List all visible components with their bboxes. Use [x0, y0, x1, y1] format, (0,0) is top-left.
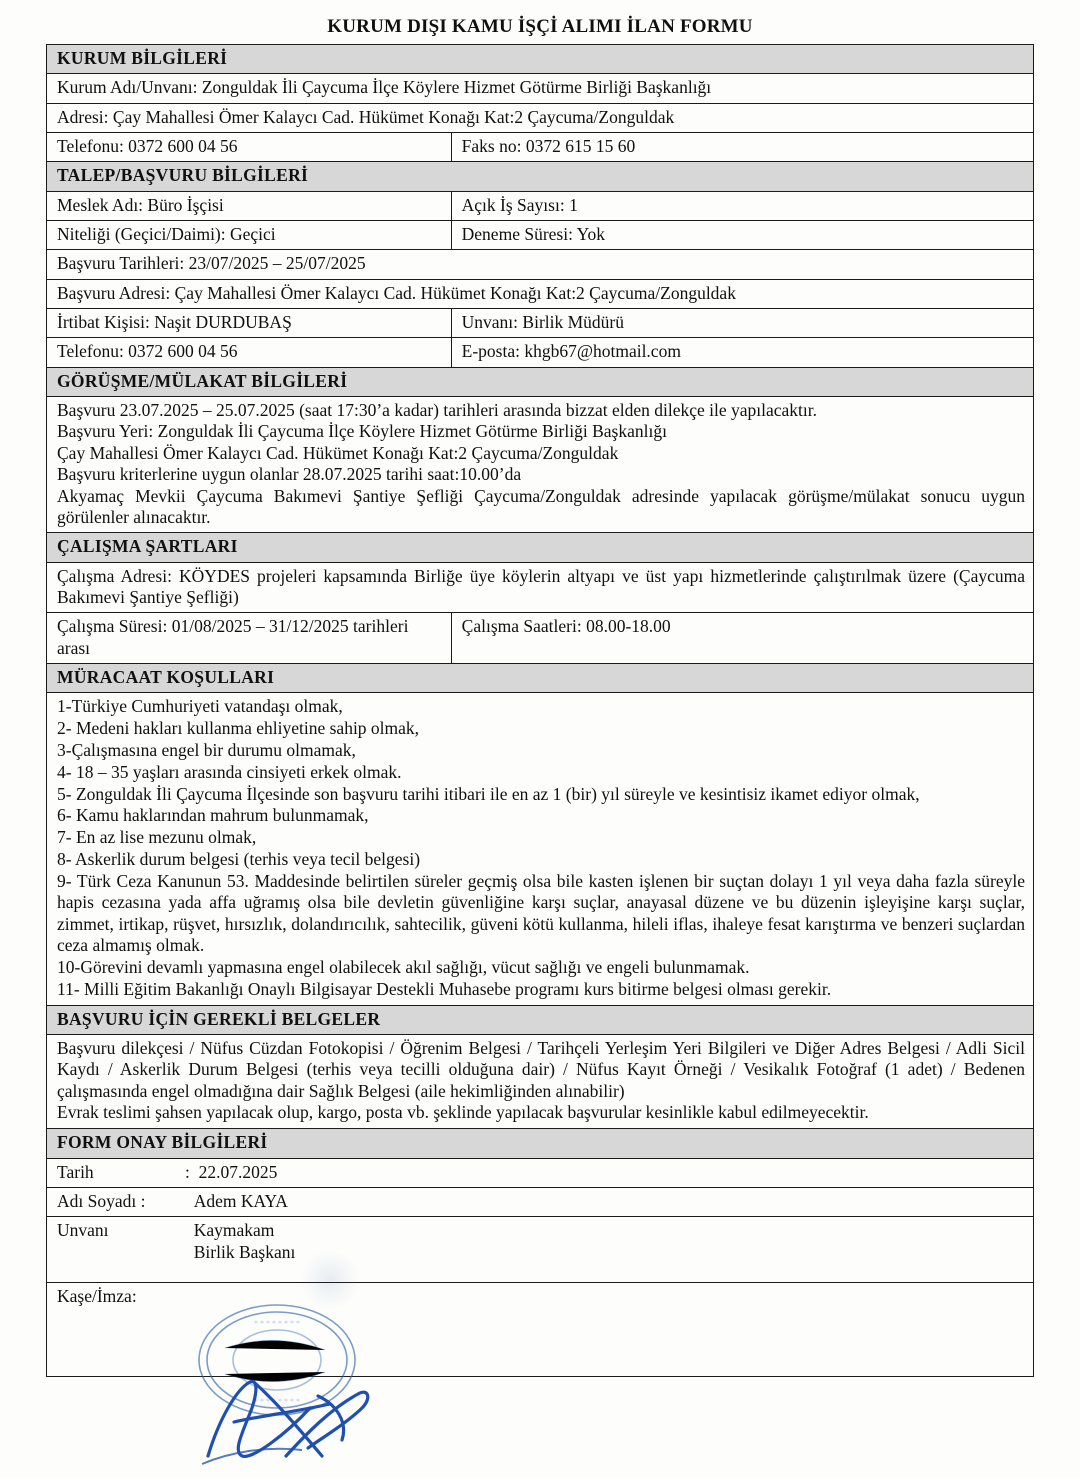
- table-row: [47, 562, 1034, 613]
- section-header-row: [47, 533, 1034, 562]
- field-talep-eposta: E-posta: khgb67@hotmail.com: [451, 338, 1033, 367]
- table-row: [47, 693, 1034, 1005]
- field-deneme-suresi: Deneme Süresi: Yok: [451, 221, 1033, 250]
- list-item: 2- Medeni hakları kullanma ehliyetine sahip olmak,: [57, 718, 420, 739]
- field-meslek-adi: Meslek Adı: Büro İşçisi: [47, 191, 452, 220]
- section-muracaat-kosullari: MÜRACAAT KOŞULLARI: [47, 663, 1034, 692]
- field-irtibat-kisisi: İrtibat Kişisi: Naşit DURDUBAŞ: [47, 309, 452, 338]
- onay-tarih-label: Tarih: [57, 1161, 94, 1182]
- table-row: [47, 1034, 1034, 1128]
- list-item: 5- Zonguldak İli Çaycuma İlçesinde son başvuru tarihi itibari ile en az 1 (bir) yıl süreyle ve kesintisiz ikamet ediyor olmak,: [57, 783, 920, 804]
- muracaat-kosullari-list: [47, 693, 1034, 1005]
- list-item: 6- Kamu haklarından mahrum bulunmamak,: [57, 805, 369, 826]
- table-row: [47, 613, 1034, 664]
- section-header-row: [47, 1129, 1034, 1158]
- table-row: [47, 309, 1034, 338]
- field-calisma-saatleri: Çalışma Saatleri: 08.00-18.00: [451, 613, 1033, 664]
- table-row: [47, 397, 1034, 533]
- onay-unvan-label: Unvanı: [57, 1220, 109, 1241]
- section-header-row: [47, 367, 1034, 396]
- onay-tarih-value: 22.07.2025: [198, 1161, 278, 1182]
- onay-tarih-separator: :: [185, 1161, 190, 1182]
- gerekli-belgeler-content: [47, 1034, 1034, 1128]
- svg-text:* * * * * * * *: * * * * * * * *: [254, 1397, 300, 1406]
- table-row: [47, 133, 1034, 162]
- gorusme-line-2-value: Zonguldak İli Çaycuma İlçe Köylere Hizmet Götürme Birliği Başkanlığı: [153, 421, 667, 442]
- section-header-row: [47, 162, 1034, 191]
- field-kurum-adi: Kurum Adı/Unvanı: Zonguldak İli Çaycuma İlçe Köylere Hizmet Götürme Birliği Başkanlığı: [47, 74, 1034, 103]
- section-header-row: [47, 1005, 1034, 1034]
- table-row: [47, 74, 1034, 103]
- list-item: 11- Milli Eğitim Bakanlığı Onaylı Bilgisayar Destekli Muhasebe programı kurs bitirme belgesi olması gerekir.: [57, 978, 832, 999]
- section-header-row: [47, 663, 1034, 692]
- field-basvuru-adresi: Başvuru Adresi: Çay Mahallesi Ömer Kalaycı Cad. Hükümet Konağı Kat:2 Çaycuma/Zonguldak: [47, 279, 1034, 308]
- table-row: [47, 1158, 1034, 1187]
- table-row: [47, 338, 1034, 367]
- belgeler-liste: Başvuru dilekçesi / Nüfus Cüzdan Fotokopisi / Öğrenim Belgesi / Tarihçeli Yerleşim Yeri Bilgileri ve Diğer Adres Belgesi / Adli Sicil Kaydı / Askerlik Durum Belgesi (terhis veya tecilli olduğuna dair) / Nüfus Kayıt Örneği / Vesikalık Fotoğraf (1 adet) / Bedenen çalışmasında engel olmadığına dair Sağlık Belgesi (aile hekimliğinden alınabilir): [57, 1037, 1025, 1101]
- field-onay-unvan: [47, 1217, 1034, 1283]
- field-kurum-adres: Adresi: Çay Mahallesi Ömer Kalaycı Cad. Hükümet Konağı Kat:2 Çaycuma/Zonguldak: [47, 103, 1034, 132]
- onay-ad-soyad-label: Adı Soyadı :: [57, 1190, 146, 1211]
- table-row: [47, 103, 1034, 132]
- announcement-form-table: [46, 44, 1034, 1377]
- section-talep-basvuru: TALEP/BAŞVURU BİLGİLERİ: [47, 162, 1034, 191]
- field-irtibat-unvani: Unvanı: Birlik Müdürü: [451, 309, 1033, 338]
- gorusme-line-2-label: Başvuru Yeri:: [57, 421, 154, 442]
- table-row: [47, 191, 1034, 220]
- field-kase-imza: Kaşe/İmza:: [47, 1283, 1034, 1377]
- list-item: 3-Çalışmasına engel bir durumu olmamak,: [57, 739, 356, 760]
- field-niteligi: Niteliği (Geçici/Daimi): Geçici: [47, 221, 452, 250]
- gorusme-line-1: Başvuru 23.07.2025 – 25.07.2025 (saat 17:30’a kadar) tarihleri arasında bizzat elden dilekçe ile yapılacaktır.: [57, 400, 818, 421]
- section-calisma-sartlari: ÇALIŞMA ŞARTLARI: [47, 533, 1034, 562]
- field-basvuru-tarihleri: Başvuru Tarihleri: 23/07/2025 – 25/07/2025: [47, 250, 1034, 279]
- field-calisma-suresi: Çalışma Süresi: 01/08/2025 – 31/12/2025 tarihleri arası: [47, 613, 452, 664]
- list-item: 1-Türkiye Cumhuriyeti vatandaşı olmak,: [57, 696, 343, 717]
- table-row: [47, 279, 1034, 308]
- onay-unvan-value-2: Birlik Başkanı: [193, 1241, 296, 1262]
- list-item: 8- Askerlik durum belgesi (terhis veya tecil belgesi): [57, 849, 421, 870]
- gorusme-details: [47, 397, 1034, 533]
- list-item: 7- En az lise mezunu olmak,: [57, 827, 257, 848]
- list-item: 4- 18 – 35 yaşları arasında cinsiyeti erkek olmak.: [57, 761, 402, 782]
- section-gorusme-mulakat: GÖRÜŞME/MÜLAKAT BİLGİLERİ: [47, 367, 1034, 396]
- table-row: [47, 1217, 1034, 1283]
- table-row: [47, 1283, 1034, 1377]
- field-acik-is-sayisi: Açık İş Sayısı: 1: [451, 191, 1033, 220]
- svg-text:* * * * * * * *: * * * * * * * *: [254, 1319, 300, 1328]
- gorusme-line-4: Başvuru kriterlerine uygun olanlar 28.07.2025 tarihi saat:10.00’da: [57, 464, 522, 485]
- page-title: KURUM DIŞI KAMU İŞÇİ ALIMI İLAN FORMU: [327, 16, 753, 37]
- field-kurum-telefon: Telefonu: 0372 600 04 56: [47, 133, 452, 162]
- field-calisma-adresi: Çalışma Adresi: KÖYDES projeleri kapsamında Birliğe üye köylerin altyapı ve üst yapı hizmetlerinde çalıştırılmak üzere (Çaycuma Bakımevi Şantiye Şefliği): [47, 562, 1034, 613]
- onay-ad-soyad-value: Adem KAYA: [193, 1190, 288, 1211]
- field-kurum-faks: Faks no: 0372 615 15 60: [451, 133, 1033, 162]
- gorusme-line-3: Çay Mahallesi Ömer Kalaycı Cad. Hükümet Konağı Kat:2 Çaycuma/Zonguldak: [57, 442, 619, 463]
- list-item: 10-Görevini devamlı yapmasına engel olabilecek akıl sağlığı, vücut sağlığı ve engeli bulunmamak.: [57, 956, 750, 977]
- table-row: [47, 250, 1034, 279]
- table-row: [47, 221, 1034, 250]
- section-kurum-bilgileri: KURUM BİLGİLERİ: [47, 45, 1034, 74]
- list-item: 9- Türk Ceza Kanunun 53. Maddesinde belirtilen süreler geçmiş olsa bile kasten işlenen bir suçtan dolayı 1 yıl veya daha fazla süreyle hapis cezasına yada affa uğramış olsa bile devletin güvenliğine karşı suçlar, anayasal düzene ve bu düzenin işleyişine karşı suçlar, zimmet, irtikap, rüşvet, hırsızlık, dolandırıcılık, sahtecilik, güveni kötü kullanma, hileli iflas, ihaleye fesat karıştırma ve benzeri suçlardan ceza almamış olmak.: [57, 871, 1025, 956]
- section-gerekli-belgeler: BAŞVURU İÇİN GEREKLİ BELGELER: [47, 1005, 1034, 1034]
- belgeler-uyari: Evrak teslimi şahsen yapılacak olup, kargo, posta vb. şeklinde yapılacak başvurular kesinlikle kabul edilmeyecektir.: [57, 1102, 869, 1123]
- gorusme-line-2: [57, 421, 1025, 442]
- field-talep-telefon: Telefonu: 0372 600 04 56: [47, 338, 452, 367]
- field-onay-ad-soyad: [47, 1187, 1034, 1216]
- onay-unvan-value-1: Kaymakam: [193, 1220, 275, 1241]
- signature-icon: [190, 1360, 390, 1480]
- gorusme-line-5: Akyamaç Mevkii Çaycuma Bakımevi Şantiye Şefliği Çaycuma/Zonguldak adresinde yapılacak görüşme/mülakat sonucu uygun görülenler alınacaktır.: [57, 485, 1025, 527]
- table-row: [47, 1187, 1034, 1216]
- field-onay-tarih: [47, 1158, 1034, 1187]
- section-header-row: [47, 45, 1034, 74]
- section-form-onay: FORM ONAY BİLGİLERİ: [47, 1129, 1034, 1158]
